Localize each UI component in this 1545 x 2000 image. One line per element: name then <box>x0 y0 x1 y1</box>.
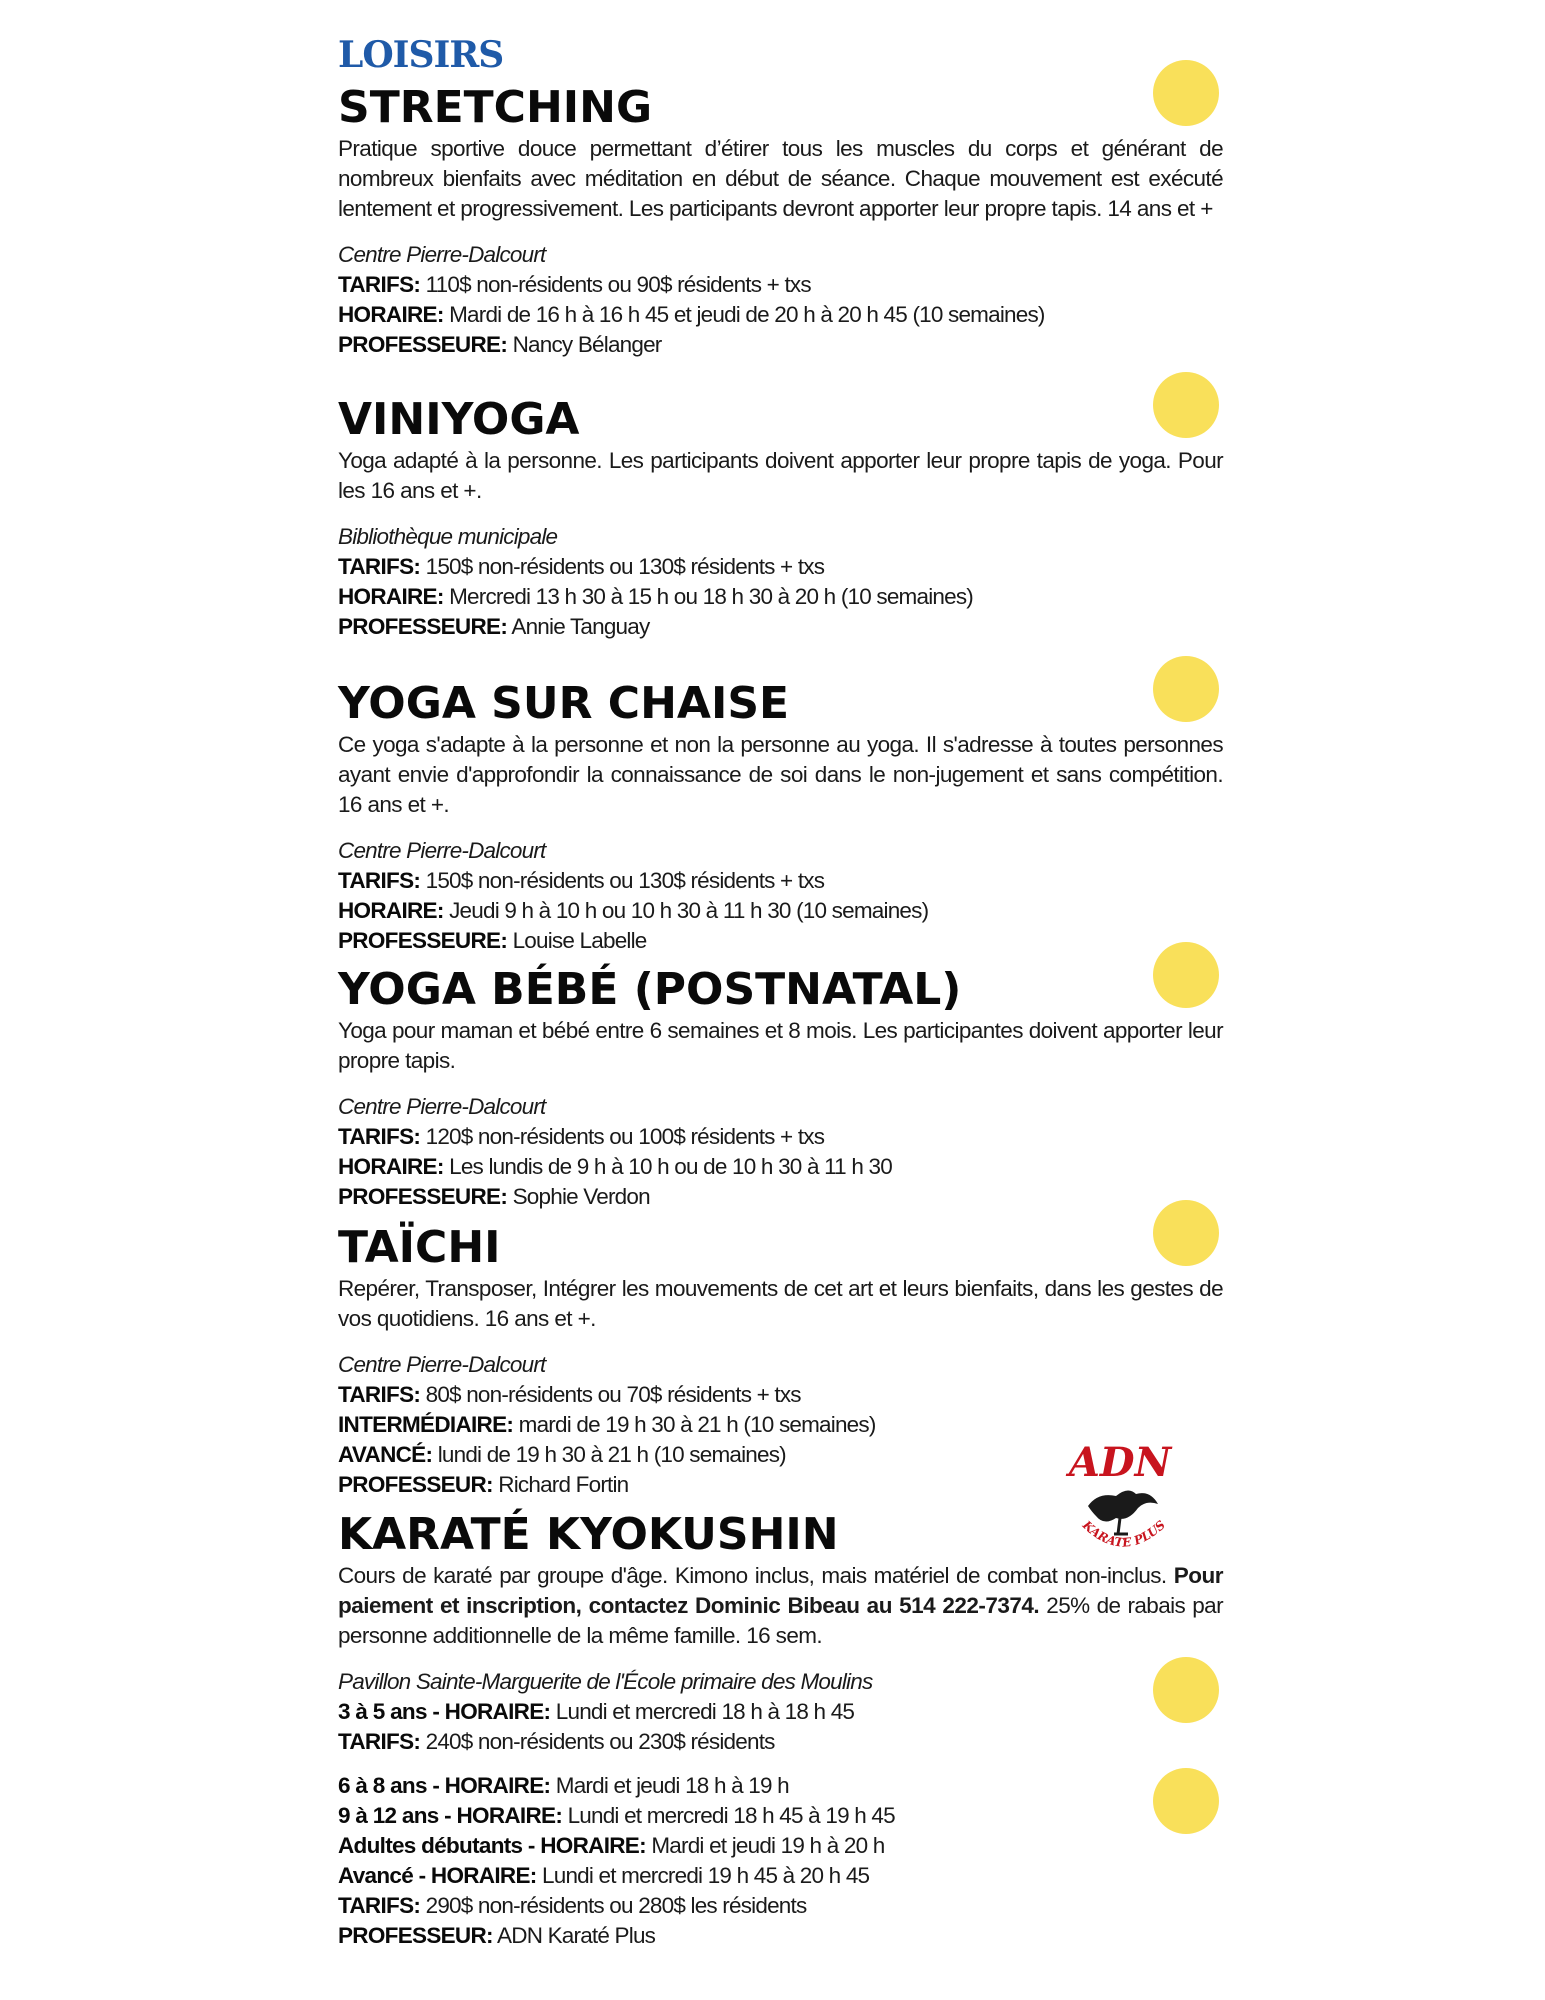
horaire-row <box>338 1152 1223 1182</box>
tarifs-value: 240$ non-résidents ou 230$ résidents <box>425 1729 775 1754</box>
avance-label: AVANCÉ: <box>338 1442 433 1467</box>
group-avance-value: Lundi et mercredi 19 h 45 à 20 h 45 <box>542 1863 870 1888</box>
tarifs-row <box>338 1122 1223 1152</box>
tarifs-label: TARIFS: <box>338 1382 421 1407</box>
horaire-row <box>338 300 1223 330</box>
karate-desc-line1: Cours de karaté par groupe d'âge. Kimono inclus, mais matériel de combat non-inclus. <box>338 1563 1167 1588</box>
horaire-value: Mardi de 16 h à 16 h 45 et jeudi de 20 h à 20 h 45 (10 semaines) <box>449 302 1045 327</box>
professeur-label: PROFESSEUR: <box>338 1923 493 1948</box>
horaire-row <box>338 582 1223 612</box>
tarifs-row <box>338 270 1223 300</box>
horaire-label: HORAIRE: <box>338 302 444 327</box>
group-3-5-value: Lundi et mercredi 18 h à 18 h 45 <box>555 1699 855 1724</box>
section-description: Yoga pour maman et bébé entre 6 semaines et 8 mois. Les participantes doivent apporter leur propre tapis. <box>338 1018 1223 1073</box>
tarifs-value: 150$ non-résidents ou 130$ résidents + txs <box>425 554 825 579</box>
tarifs-value: 80$ non-résidents ou 70$ résidents + txs <box>425 1382 801 1407</box>
group-3-5-row <box>338 1697 1223 1727</box>
tarifs-label: TARIFS: <box>338 1124 421 1149</box>
group-9-12-row <box>338 1801 1223 1831</box>
tarifs-label: TARIFS: <box>338 272 421 297</box>
section-title: KARATÉ KYOKUSHIN <box>338 1509 839 1560</box>
group-6-8-label: 6 à 8 ans - HORAIRE: <box>338 1773 551 1798</box>
group-adultes-value: Mardi et jeudi 19 h à 20 h <box>651 1833 885 1858</box>
professeure-label: PROFESSEURE: <box>338 332 508 357</box>
section-title: YOGA BÉBÉ (POSTNATAL) <box>338 964 962 1015</box>
professeure-value: Sophie Verdon <box>512 1184 650 1209</box>
section-description: Ce yoga s'adapte à la personne et non la personne au yoga. Il s'adresse à toutes personnes ayant envie d'approfondir la connaissance de soi dans le non-jugement et sans compétition. 16 ans et +. <box>338 732 1223 817</box>
professeure-row <box>338 926 1223 956</box>
horaire-value: Jeudi 9 h à 10 h ou 10 h 30 à 11 h 30 (10 semaines) <box>449 898 929 923</box>
section-yoga-sur-chaise <box>338 678 1223 956</box>
tarifs-value: 290$ non-résidents ou 280$ les résidents <box>425 1893 807 1918</box>
horaire-row <box>338 896 1223 926</box>
group-6-8-value: Mardi et jeudi 18 h à 19 h <box>555 1773 789 1798</box>
tarifs-row <box>338 866 1223 896</box>
category-heading: LOISIRS <box>338 34 504 76</box>
professeure-row <box>338 1182 1223 1212</box>
section-viniyoga <box>338 394 1223 642</box>
section-location: Centre Pierre-Dalcourt <box>338 242 546 267</box>
tarifs-label: TARIFS: <box>338 554 421 579</box>
section-title: YOGA SUR CHAISE <box>338 678 790 729</box>
professeur-value: ADN Karaté Plus <box>497 1923 656 1948</box>
tarifs-value: 120$ non-résidents ou 100$ résidents + txs <box>425 1124 825 1149</box>
section-title: TAÏCHI <box>338 1222 501 1273</box>
section-location: Centre Pierre-Dalcourt <box>338 1094 546 1119</box>
logo-subtext: KARATE PLUS <box>1079 1517 1168 1550</box>
tarifs-row <box>338 1891 1223 1921</box>
section-description <box>338 1561 1223 1651</box>
section-description: Yoga adapté à la personne. Les participants doivent apporter leur propre tapis de yoga. Pour les 16 ans et +. <box>338 448 1223 503</box>
section-description: Pratique sportive douce permettant d’étirer tous les muscles du corps et générant de nombreux bienfaits avec méditation en début de séance. Chaque mouvement est exécuté lentement et progressivement. Les participants devront apporter leur propre tapis. 14 ans et + <box>338 136 1223 221</box>
tarifs-value: 150$ non-résidents ou 130$ résidents + txs <box>425 868 825 893</box>
section-details <box>338 1092 1223 1212</box>
professeure-label: PROFESSEURE: <box>338 614 508 639</box>
horaire-label: HORAIRE: <box>338 898 444 923</box>
section-karate <box>338 1509 1223 1951</box>
yellow-dot-icon <box>1153 1657 1219 1723</box>
intermediaire-label: INTERMÉDIAIRE: <box>338 1412 514 1437</box>
section-title: VINIYOGA <box>338 394 580 445</box>
logo-text: ADN <box>1068 1439 1172 1486</box>
group-3-5-label: 3 à 5 ans - HORAIRE: <box>338 1699 551 1724</box>
intermediaire-value: mardi de 19 h 30 à 21 h (10 semaines) <box>518 1412 876 1437</box>
tarifs-row <box>338 552 1223 582</box>
tarifs-label: TARIFS: <box>338 868 421 893</box>
group-adultes-row <box>338 1831 1223 1861</box>
section-location: Centre Pierre-Dalcourt <box>338 1352 546 1377</box>
group-6-8-row <box>338 1771 1223 1801</box>
group-9-12-value: Lundi et mercredi 18 h 45 à 19 h 45 <box>567 1803 895 1828</box>
horaire-label: HORAIRE: <box>338 584 444 609</box>
section-stretching <box>338 82 1223 360</box>
section-details <box>338 1667 1223 1951</box>
tarifs-row <box>338 1727 1223 1757</box>
section-details <box>338 836 1223 956</box>
professeur-label: PROFESSEUR: <box>338 1472 493 1497</box>
professeure-label: PROFESSEURE: <box>338 928 508 953</box>
section-location: Pavillon Sainte-Marguerite de l'École primaire des Moulins <box>338 1669 873 1694</box>
horaire-label: HORAIRE: <box>338 1154 444 1179</box>
group-9-12-label: 9 à 12 ans - HORAIRE: <box>338 1803 563 1828</box>
section-description: Repérer, Transposer, Intégrer les mouvements de cet art et leurs bienfaits, dans les gestes de vos quotidiens. 16 ans et +. <box>338 1276 1223 1331</box>
section-details <box>338 522 1223 642</box>
section-title: STRETCHING <box>338 82 653 133</box>
group-adultes-label: Adultes débutants - HORAIRE: <box>338 1833 646 1858</box>
tarifs-label: TARIFS: <box>338 1893 421 1918</box>
tarifs-row <box>338 1380 1223 1410</box>
group-avance-row <box>338 1861 1223 1891</box>
karate-contact-line: Pour paiement et inscription, contactez Dominic Bibeau au 514 222-7374. <box>338 1563 1223 1618</box>
professeur-row <box>338 1921 1223 1951</box>
section-yoga-bebe <box>338 964 1223 1212</box>
professeure-row <box>338 612 1223 642</box>
professeure-row <box>338 330 1223 360</box>
yellow-dot-icon <box>1153 1768 1219 1834</box>
avance-value: lundi de 19 h 30 à 21 h (10 semaines) <box>437 1442 786 1467</box>
professeur-value: Richard Fortin <box>498 1472 629 1497</box>
tarifs-label: TARIFS: <box>338 1729 421 1754</box>
tarifs-value: 110$ non-résidents ou 90$ résidents + txs <box>425 272 811 297</box>
horaire-value: Mercredi 13 h 30 à 15 h ou 18 h 30 à 20 h (10 semaines) <box>449 584 973 609</box>
group-avance-label: Avancé - HORAIRE: <box>338 1863 537 1888</box>
section-location: Bibliothèque municipale <box>338 524 558 549</box>
karate-desc-line3: 25% de rabais par personne additionnelle de la même famille. 16 sem. <box>338 1593 1223 1648</box>
horaire-value: Les lundis de 9 h à 10 h ou de 10 h 30 à 11 h 30 <box>449 1154 892 1179</box>
professeure-value: Annie Tanguay <box>511 614 650 639</box>
professeure-value: Nancy Bélanger <box>512 332 662 357</box>
section-details <box>338 240 1223 360</box>
section-location: Centre Pierre-Dalcourt <box>338 838 546 863</box>
professeure-label: PROFESSEURE: <box>338 1184 508 1209</box>
professeure-value: Louise Labelle <box>512 928 647 953</box>
